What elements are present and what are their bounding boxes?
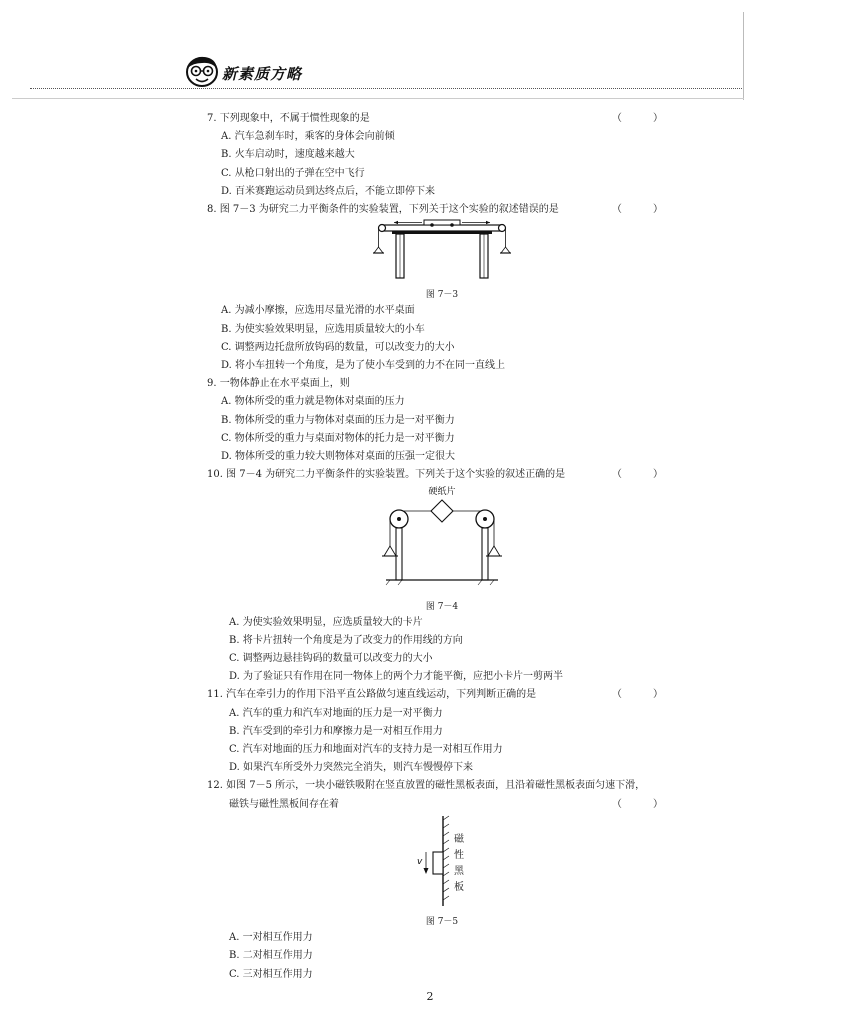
header-dotted-rule bbox=[30, 88, 742, 89]
option: A. 为减小摩擦，应选用尽量光滑的水平桌面 bbox=[221, 305, 415, 317]
question-12 bbox=[207, 777, 677, 795]
option: C. 调整两边悬挂钩码的数量可以改变力的大小 bbox=[229, 653, 433, 665]
question-stem: 12. 如图 7－5 所示，一块小磁铁吸附在竖直放置的磁性黑板表面，且沿着磁性黑板表面匀速下滑， bbox=[207, 780, 646, 792]
option: A. 物体所受的重力就是物体对桌面的压力 bbox=[221, 396, 405, 408]
question-list bbox=[207, 110, 677, 984]
question-stem: 8. 图 7－3 为研究二力平衡条件的实验装置，下列关于这个实验的叙述错误的是 bbox=[207, 204, 559, 216]
question-stem: 7. 下列现象中，不属于惯性现象的是 bbox=[207, 113, 370, 124]
answer-bracket: （ ） bbox=[611, 204, 677, 216]
option: B. 汽车受到的牵引力和摩擦力是一对相互作用力 bbox=[229, 725, 443, 737]
option: A. 为使实验效果明显，应选质量较大的卡片 bbox=[229, 616, 423, 628]
option: C. 物体所受的重力与桌面对物体的托力是一对平衡力 bbox=[221, 432, 455, 444]
figure-7-4 bbox=[207, 484, 677, 599]
option: D. 为了验证只有作用在同一物体上的两个力才能平衡，应把小卡片一剪两半 bbox=[229, 671, 564, 683]
question-stem: 10. 图 7－4 为研究二力平衡条件的实验装置。下列关于这个实验的叙述正确的是 bbox=[207, 469, 566, 481]
option: A. 汽车急刹车时，乘客的身体会向前倾 bbox=[221, 131, 395, 143]
option: C. 三对相互作用力 bbox=[229, 968, 313, 980]
option: B. 二对相互作用力 bbox=[229, 950, 313, 962]
option: D. 百米赛跑运动员到达终点后，不能立即停下来 bbox=[221, 185, 436, 197]
question-8 bbox=[207, 201, 677, 219]
crop-mark-horizontal bbox=[12, 98, 744, 99]
board-label-char: 板 bbox=[454, 881, 464, 893]
question-7 bbox=[207, 110, 677, 128]
figure-7-5 bbox=[207, 814, 677, 915]
question-9 bbox=[207, 375, 677, 393]
answer-bracket: （ ） bbox=[611, 113, 677, 124]
question-stem-continued: 磁铁与磁性黑板间存在着 bbox=[229, 798, 339, 810]
question-11 bbox=[207, 686, 677, 704]
option: B. 物体所受的重力与物体对桌面的压力是一对平衡力 bbox=[221, 414, 455, 426]
option: C. 汽车对地面的压力和地面对汽车的支持力是一对相互作用力 bbox=[229, 744, 503, 756]
answer-bracket: （ ） bbox=[611, 689, 677, 701]
option: B. 将卡片扭转一个角度是为了改变力的作用线的方向 bbox=[229, 634, 463, 646]
option: C. 调整两边托盘所放钩码的数量，可以改变力的大小 bbox=[221, 341, 455, 353]
board-label-char: 性 bbox=[454, 849, 464, 861]
question-stem: 11. 汽车在牵引力的作用下沿平直公路做匀速直线运动，下列判断正确的是 bbox=[207, 689, 537, 701]
board-label-char: 黑 bbox=[454, 865, 464, 877]
option: A. 汽车的重力和汽车对地面的压力是一对平衡力 bbox=[229, 707, 443, 719]
magnet-on-board-diagram bbox=[397, 814, 487, 908]
option: D. 将小车扭转一个角度，是为了使小车受到的力不在同一直线上 bbox=[221, 360, 506, 372]
figure-label: 硬纸片 bbox=[428, 487, 456, 498]
question-12-continuation bbox=[207, 796, 677, 814]
question-10 bbox=[207, 466, 677, 484]
option: D. 如果汽车所受外力突然完全消失，则汽车慢慢停下来 bbox=[229, 762, 474, 774]
crop-mark-vertical bbox=[743, 12, 744, 100]
page-number: 2 bbox=[426, 990, 434, 1003]
figure-caption: 图 7－3 bbox=[425, 290, 459, 301]
option: C. 从枪口射出的子弹在空中飞行 bbox=[221, 167, 365, 179]
velocity-label: v bbox=[417, 856, 423, 867]
figure-caption: 图 7－5 bbox=[425, 917, 459, 928]
cart-on-table-diagram bbox=[372, 219, 512, 281]
cartoon-face-logo-icon bbox=[184, 54, 220, 88]
option: D. 物体所受的重力较大则物体对桌面的压强一定很大 bbox=[221, 451, 456, 463]
question-stem: 9. 一物体静止在水平桌面上，则 bbox=[207, 378, 350, 390]
option: A. 一对相互作用力 bbox=[229, 932, 313, 944]
option: B. 为使实验效果明显，应选用质量较大的小车 bbox=[221, 323, 425, 335]
answer-bracket: （ ） bbox=[611, 469, 677, 481]
board-label-char: 磁 bbox=[454, 833, 464, 845]
brand-title: 新素质方略 bbox=[222, 65, 303, 83]
figure-7-3 bbox=[207, 219, 677, 288]
option: B. 火车启动时，速度越来越大 bbox=[221, 149, 355, 161]
card-pulley-diagram bbox=[372, 484, 512, 592]
answer-bracket: （ ） bbox=[611, 798, 677, 810]
figure-caption: 图 7－4 bbox=[425, 601, 459, 612]
